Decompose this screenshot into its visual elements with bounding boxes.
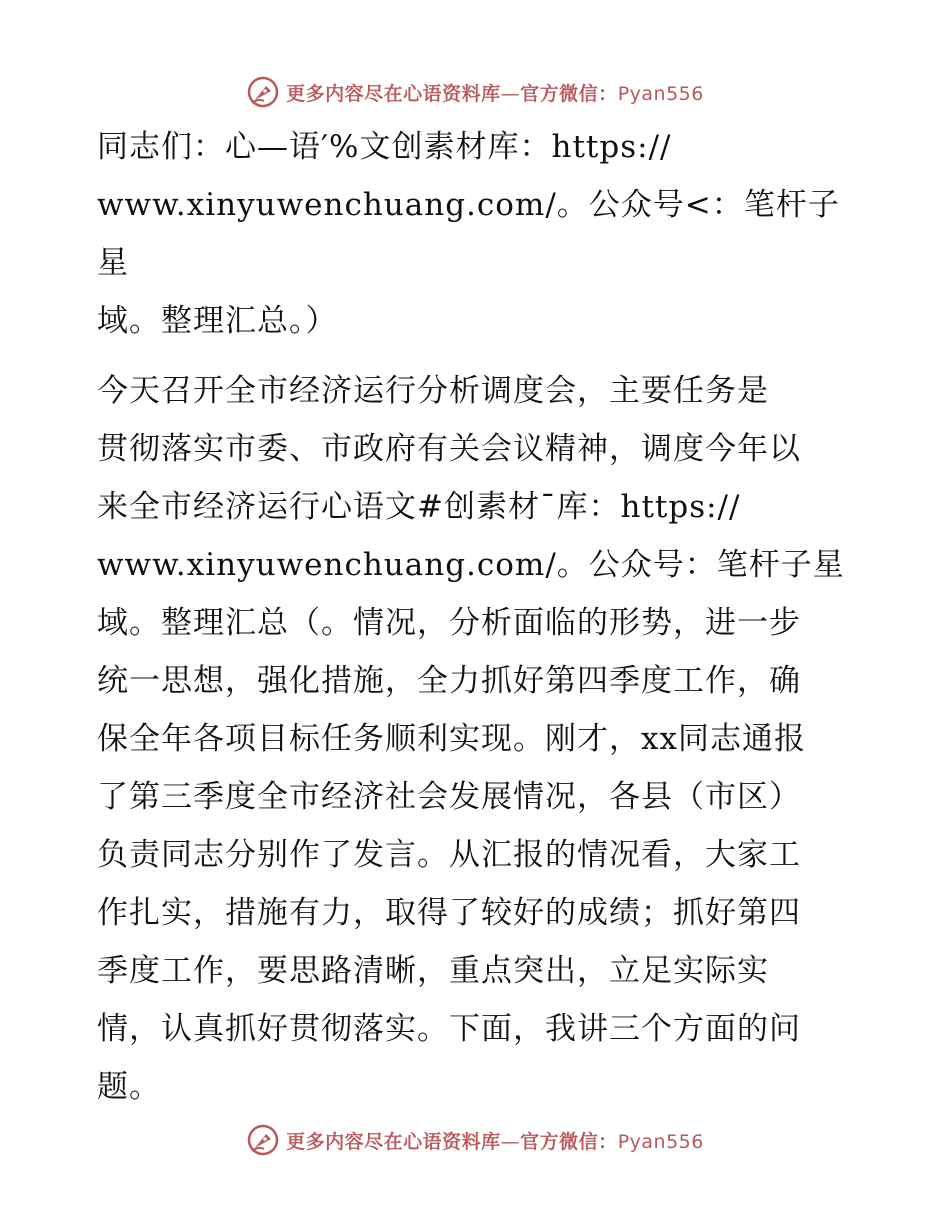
footer-banner: [0, 1120, 950, 1160]
banner-wechat-id: Pyan556: [617, 1130, 704, 1153]
paragraph-1: 同志们：心—语′%文创素材库：https:// www.xinyuwenchuang.com/。公众号<：笔杆子星 域。整理汇总。）: [97, 129, 840, 339]
banner-text: [286, 1127, 704, 1154]
document-body: [97, 118, 867, 1116]
pen-nib-logo-icon: [246, 1123, 280, 1157]
paragraph-2: 今天召开全市经济运行分析调度会，主要任务是 贯彻落实市委、市政府有关会议精神，调度今年以 来全市经济运行心语文#创素材¯库：https:// www.xinyuwenchuang.com/。公众号：笔杆子星 域。整理汇总（。情况，分析面临的形势，进一步 统一思想，强化措施，全力抓好第四季度工作，确 保全年各项目标任务顺利实现。刚才，xx同志通报 了第三季度全市经济社会发展情况，各县（市区） 负责同志分别作了发言。从汇报的情况看，大家工 作扎实，措施有力，取得了较好的成绩；抓好第四 季度工作，要思路清晰，重点突出，立足实际实 情，认真抓好贯彻落实。下面，我讲三个方面的问 题。: [97, 373, 845, 1105]
banner-title: 更多内容尽在心语资料库: [286, 82, 501, 105]
header-banner: [0, 72, 950, 112]
pen-nib-logo-icon: [246, 75, 280, 109]
banner-separator: —: [500, 82, 521, 105]
banner-wechat-label: 官方微信：: [520, 1130, 618, 1153]
banner-wechat-id: Pyan556: [617, 82, 704, 105]
banner-separator: —: [500, 1130, 521, 1153]
banner-wechat-label: 官方微信：: [520, 82, 618, 105]
banner-title: 更多内容尽在心语资料库: [286, 1130, 501, 1153]
banner-text: [286, 79, 704, 106]
